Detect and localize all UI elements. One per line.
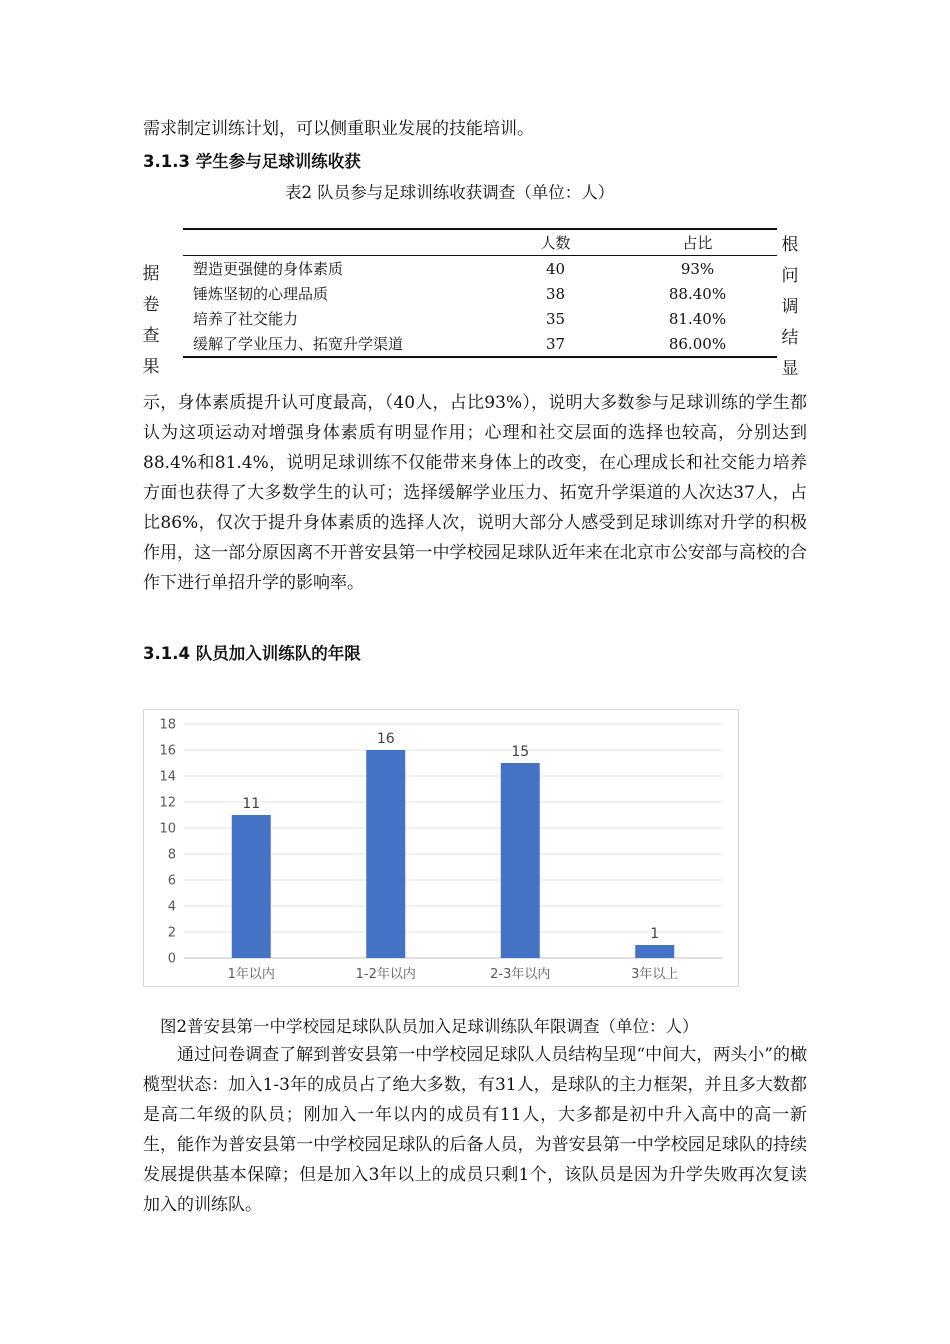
data-label: 1 (650, 926, 660, 942)
section-heading-3-1-4: 3.1.4 队员加入训练队的年限 (143, 644, 361, 663)
row-item: 锤炼坚韧的心理品质 (193, 285, 329, 303)
x-tick-label: 1-2年以内 (355, 967, 416, 982)
row-ratio: 86.00% (668, 334, 727, 353)
table-row (183, 306, 777, 331)
row-item: 塑造更强健的身体素质 (193, 260, 344, 278)
section-heading-3-1-3: 3.1.3 学生参与足球训练收获 (143, 152, 361, 171)
row-ratio: 88.40% (668, 284, 727, 303)
row-count: 35 (545, 309, 566, 328)
y-tick-label: 4 (167, 899, 176, 915)
tenure-analysis-paragraph: 通过问卷调查了解到普安县第一中学校园足球队人员结构呈现“中间大，两头小”的橄榄型状态：加入1-3年的成员占了绝大多数，有31人，是球队的主力框架，并且多大数都是高二年级的队员；刚加入一年以内的成员有11人，大多都是初中升入高中的高一新生，能作为普安县第一中学校园足球队的后备人员，为普安县第一中学校园足球队的持续发展提供基本保障；但是加入3年以上的成员只剩1个，该队员是因为升学失败再次复读加入的训练队。 (143, 1045, 807, 1215)
row-ratio: 81.40% (668, 309, 727, 328)
wrapped-text-left: 据卷查果 (142, 264, 160, 377)
table-row (183, 331, 777, 357)
row-count: 37 (545, 334, 566, 353)
table-analysis-paragraph: 示，身体素质提升认可度最高，（40人，占比93%），说明大多数参与足球训练的学生都认为这项运动对增强身体素质有明显作用；心理和社交层面的选择也较高，分别达到88.4%和81.4%，说明足球训练不仅能带来身体上的改变，在心理成长和社交能力培养方面也获得了大多数学生的认可；选择缓解学业压力、拓宽升学渠道的人次达37人，占比86%，仅次于提升身体素质的选择人次，说明大部分人感受到足球训练对升学的积极作用，这一部分原因离不开普安县第一中学校园足球队近年来在北京市公安部与高校的合作下进行单招升学的影响率。 (143, 393, 807, 593)
table-row (183, 256, 777, 282)
y-tick-label: 10 (159, 821, 176, 837)
bar (366, 750, 405, 958)
table-header-count: 人数 (540, 234, 571, 252)
table-header-item (183, 229, 493, 256)
y-tick-label: 12 (159, 795, 176, 811)
table-header-row (183, 229, 777, 256)
y-tick-label: 2 (167, 925, 176, 941)
bar (635, 945, 674, 958)
bar (501, 763, 540, 958)
row-count: 38 (545, 284, 566, 303)
row-item: 培养了社交能力 (193, 310, 299, 328)
y-tick-label: 0 (167, 951, 176, 967)
data-label: 15 (511, 744, 530, 760)
y-tick-label: 6 (167, 873, 176, 889)
row-item: 缓解了学业压力、拓宽升学渠道 (193, 335, 404, 353)
y-tick-label: 16 (159, 743, 176, 759)
bar (232, 815, 271, 958)
chart-canvas (144, 710, 738, 986)
data-label: 11 (242, 796, 261, 812)
row-ratio: 93% (680, 259, 715, 278)
row-count: 40 (545, 259, 566, 278)
x-tick-label: 2-3年以内 (490, 967, 551, 982)
y-tick-label: 8 (167, 847, 176, 863)
tenure-bar-chart (143, 709, 739, 987)
harvest-survey-table (183, 228, 777, 358)
intro-line: 需求制定训练计划，可以侧重职业发展的技能培训。 (143, 119, 534, 139)
x-tick-label: 3年以上 (631, 967, 679, 982)
y-tick-label: 14 (159, 769, 176, 785)
data-label: 16 (376, 731, 395, 747)
wrapped-text-right: 根问调结显 (781, 235, 799, 379)
figure-caption: 图2普安县第一中学校园足球队队员加入足球训练队年限调查（单位：人） (160, 1017, 699, 1036)
table-row (183, 281, 777, 306)
y-tick-label: 18 (159, 717, 176, 733)
table-caption: 表2 队员参与足球训练收获调查（单位：人） (285, 183, 615, 202)
table-header-ratio: 占比 (682, 234, 713, 252)
x-tick-label: 1年以内 (227, 967, 275, 982)
